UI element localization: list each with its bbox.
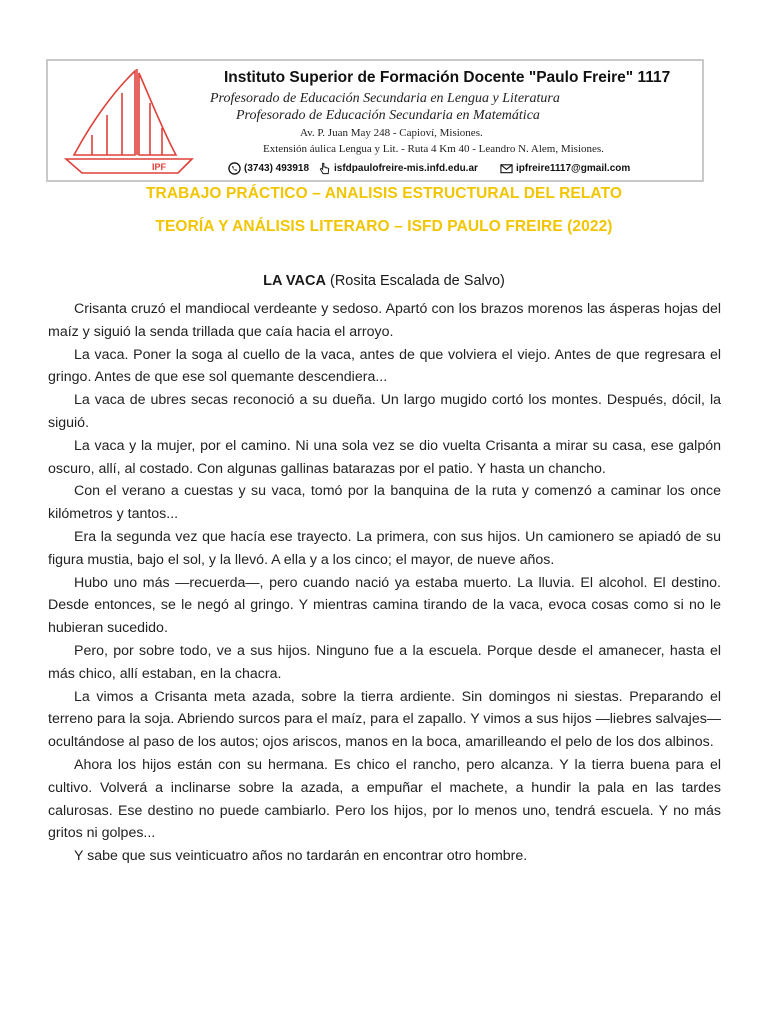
story-paragraph: La vimos a Crisanta meta azada, sobre la tierra ardiente. Sin domingos ni siestas. Preparando el terreno para la soja. Abriendo surcos para el maíz, para el zapallo. Y vimos a sus hijos —liebres salvajes— ocultándose al paso de los autos; ojos ariscos, manos en la boca, amarilleando el pelo de los dos albinos. <box>48 688 721 751</box>
assignment-title: TRABAJO PRÁCTICO – ANALISIS ESTRUCTURAL DEL RELATO <box>145 185 623 202</box>
story-paragraph: Crisanta cruzó el mandiocal verdeante y sedoso. Apartó con los brazos morenos las ásperas hojas del maíz y siguió la senda trillada que caía hacia el arroyo. <box>48 301 721 340</box>
contact-bar <box>228 161 698 179</box>
sailboat-logo-icon <box>52 63 222 181</box>
program-matematica: Profesorado de Educación Secundaria en Matemática <box>236 108 540 123</box>
pointer-hand-icon <box>318 162 331 175</box>
story-heading <box>0 273 768 289</box>
story-paragraph: Pero, por sobre todo, ve a sus hijos. Ninguno fue a la escuela. Porque desde el amanecer, hasta el más chico, allí estaban, en la chacra. <box>48 642 721 682</box>
institution-name: Instituto Superior de Formación Docente "Paulo Freire" 1117 <box>224 69 671 86</box>
phone-contact <box>228 162 309 175</box>
phone-number: (3743) 493918 <box>244 163 310 174</box>
course-title: TEORÍA Y ANÁLISIS LITERARO – ISFD PAULO FREIRE (2022) <box>155 218 613 235</box>
story-title: LA VACA <box>263 273 326 289</box>
story-author: (Rosita Escalada de Salvo) <box>329 273 505 289</box>
story-paragraph: Ahora los hijos están con su hermana. Es chico el rancho, pero alcanza. Y la tierra buena para el cultivo. Volverá a inclinarse sobre la azada, a empuñar el machete, a hundir la pala en las tardes calurosas. Ese destino no puede cambiarlo. Pero los hijos, por lo menos uno, tendrá escuela. Y no más gritos ni golpes... <box>48 756 721 842</box>
email-contact[interactable] <box>500 162 630 175</box>
letterhead <box>46 59 704 182</box>
email-link[interactable]: ipfreire1117@gmail.com <box>516 163 631 174</box>
program-lengua: Profesorado de Educación Secundaria en Lengua y Literatura <box>210 91 560 106</box>
story-body <box>48 298 721 868</box>
story-paragraph: La vaca. Poner la soga al cuello de la vaca, antes de que volviera el viejo. Antes de que regresara el gringo. Antes de que ese sol quemante descendiera... <box>48 346 721 386</box>
website-contact[interactable] <box>318 162 478 175</box>
website-link[interactable]: isfdpaulofreire-mis.infd.edu.ar <box>334 163 478 174</box>
story-paragraph: Con el verano a cuestas y su vaca, tomó por la banquina de la ruta y comenzó a caminar los once kilómetros y tantos... <box>48 483 721 523</box>
story-paragraph: La vaca y la mujer, por el camino. Ni una sola vez se dio vuelta Crisanta a mirar su casa, ese galpón oscuro, allí, al costado. Con algunas gallinas batarazas por el patio. Y hasta un chancho. <box>48 437 721 477</box>
story-paragraph: Hubo uno más —recuerda—, pero cuando nació ya estaba muerto. La lluvia. El alcohol. El destino. Desde entonces, se le negó al gringo. Y mientras camina tirando de la vaca, evoca cosas como si no le hubieran sucedido. <box>48 574 721 637</box>
story-paragraph: La vaca de ubres secas reconoció a su dueña. Un largo mugido cortó los montes. Después, dócil, la siguió. <box>48 392 721 431</box>
extension-address: Extensión áulica Lengua y Lit. - Ruta 4 Km 40 - Leandro N. Alem, Misiones. <box>263 143 604 155</box>
email-envelope-icon <box>500 162 513 175</box>
logo-text: IPF <box>152 162 167 172</box>
address: Av. P. Juan May 248 - Capioví, Misiones. <box>300 127 483 139</box>
whatsapp-icon <box>228 162 241 175</box>
story-paragraph: Y sabe que sus veinticuatro años no tardarán en encontrar otro hombre. <box>74 848 528 865</box>
story-paragraph: Era la segunda vez que hacía ese trayecto. La primera, con sus hijos. Un camionero se apiadó de su figura mustia, bajo el sol, y la llevó. A ella y a los cinco; el mayor, de nueve años. <box>48 528 721 568</box>
